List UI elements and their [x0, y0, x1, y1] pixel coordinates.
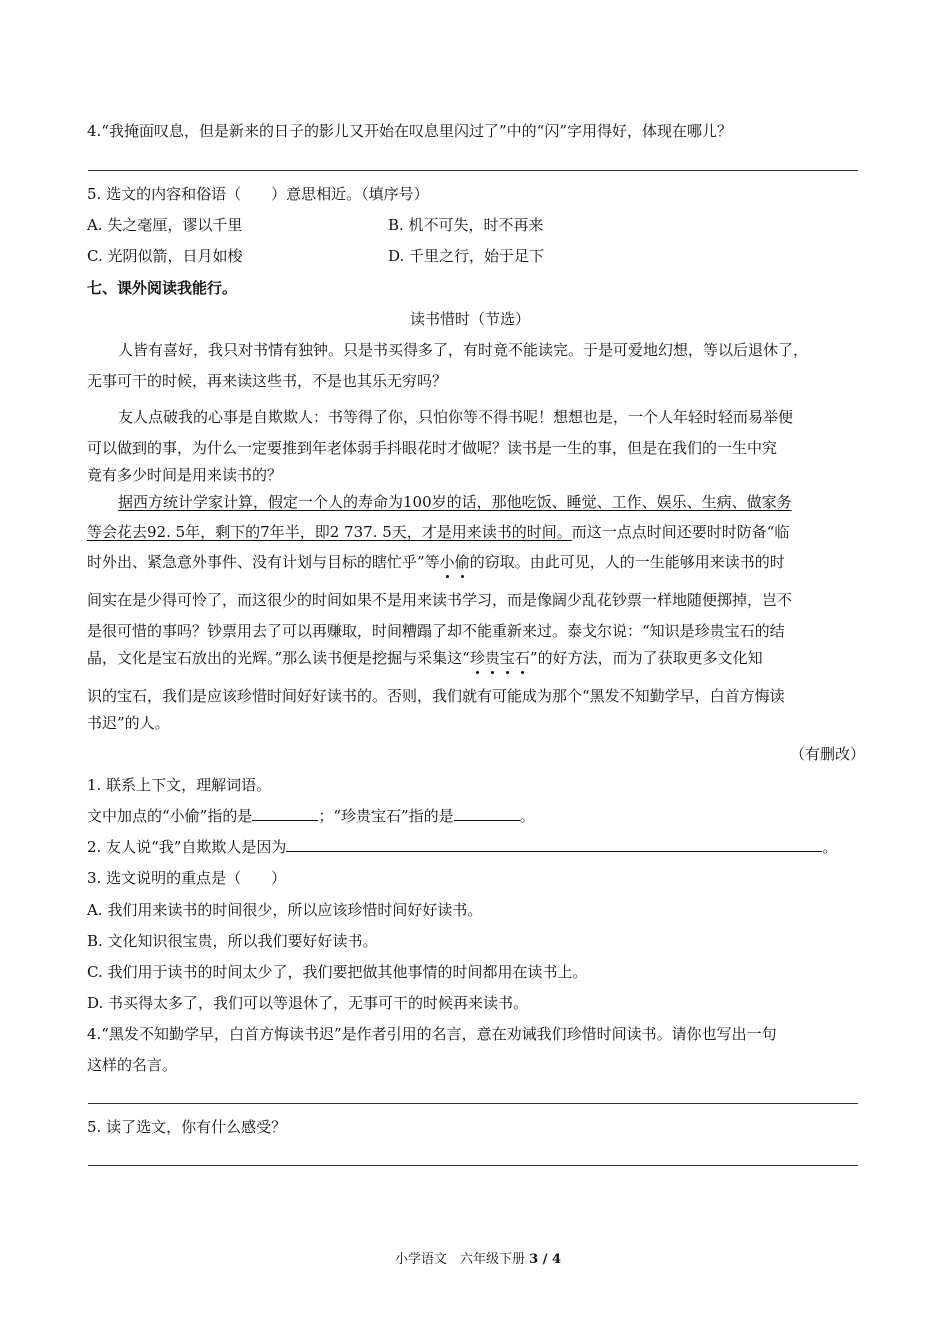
dotted-word-thief — [440, 553, 470, 571]
paragraph-3-line: 是很可惜的事吗？钞票用去了可以再赚取，时间糟蹋了却不能重新来过。泰戈尔说：“知识是珍贵宝石的结 — [87, 622, 785, 640]
text-span: 时外出、紧急意外事件、没有计划与目标的瞎忙乎”等 — [87, 553, 440, 571]
paragraph-3-line: 识的宝石，我们是应该珍惜时间好好读书的。否则，我们就有可能成为那个“黑发不知勤学早，白首方悔读 — [87, 687, 785, 705]
emphasis-char: 珍 — [469, 649, 485, 667]
paragraph-3-line — [87, 552, 785, 572]
paragraph-2-line: 可以做到的事，为什么一定要推到年老体弱手抖眼花时才做呢？读书是一生的事，但是在我们的一生中究 — [87, 439, 778, 457]
paragraph-1-line: 无事可干的时候，再来读这些书，不是也其乐无穷吗？ — [87, 372, 448, 390]
paragraph-3-line — [87, 522, 789, 542]
question-2 — [87, 837, 837, 857]
question-4: 4.“黑发不知勤学早，白首方悔读书迟”是作者引用的名言，意在劝诫我们珍惜时间读书。请你也写出一句 — [87, 1025, 777, 1043]
emphasis-char: 宝 — [499, 649, 515, 667]
answer-line[interactable] — [88, 170, 858, 171]
text-span: 。 — [519, 807, 535, 825]
dotted-word-precious-gem — [470, 649, 530, 667]
text-span: 的窃取。由此可见，人的一生能够用来读书的时 — [469, 553, 785, 571]
option-c: C. 光阴似箭，日月如梭 — [87, 247, 243, 265]
option-b: B. 机不可失，时不再来 — [388, 216, 544, 234]
blank-field[interactable] — [454, 806, 520, 821]
paragraph-2-line: 友人点破我的心事是自欺欺人：书等得了你，只怕你等不得书呢！想想也是，一个人年轻时轻而易举便 — [118, 408, 794, 426]
question-3: 3. 选文说明的重点是（ ） — [87, 869, 287, 887]
underlined-sentence: 等会花去92. 5年，剩下的7年半，即2 737. 5天，才是用来读书的时间。 — [87, 523, 572, 541]
paragraph-1-line: 人皆有喜好，我只对书情有独钟。只是书买得多了，有时竟不能读完。于是可爱地幻想，等以后退休了， — [118, 341, 809, 359]
blank-field[interactable] — [286, 837, 822, 852]
paragraph-3-line: 间实在是少得可怜了，而这很少的时间如果不是用来读书学习，而是像阔少乱花钞票一样地随便掷掉，岂不 — [87, 591, 793, 609]
underlined-sentence: 据西方统计学家计算，假定一个人的寿命为100岁的话，那他吃饭、睡觉、工作、娱乐、生病、做家务 — [118, 493, 792, 511]
emphasis-char: 小 — [439, 553, 455, 571]
emphasis-char: 石 — [514, 649, 530, 667]
paragraph-3-line — [87, 648, 763, 668]
emphasis-char: 偷 — [454, 553, 470, 571]
question-4-cont: 这样的名言。 — [87, 1056, 178, 1074]
answer-line[interactable] — [88, 1103, 858, 1104]
text-span: 而这一点点时间还要时时防备“临 — [571, 523, 790, 541]
text-span: 文中加点的“小偷”指的是 — [87, 807, 253, 825]
emphasis-char: 贵 — [484, 649, 500, 667]
footer-subject: 小学语文 六年级下册 — [395, 1252, 526, 1267]
text-span: 晶，文化是宝石放出的光辉。”那么读书便是挖掘与采集这“ — [87, 649, 470, 667]
q3-option-c: C. 我们用于读书的时间太少了，我们要把做其他事情的时间都用在读书上。 — [87, 963, 588, 981]
question-5-prev: 5. 选文的内容和俗语（ ）意思相近。（填序号） — [87, 185, 429, 203]
edit-note: （有删改） — [790, 745, 866, 763]
question-5: 5. 读了选文，你有什么感受？ — [87, 1118, 287, 1136]
blank-field[interactable] — [252, 806, 318, 821]
page-footer — [395, 1250, 561, 1270]
q3-option-b: B. 文化知识很宝贵，所以我们要好好读书。 — [87, 932, 378, 950]
answer-line[interactable] — [88, 1165, 858, 1166]
text-span: 。 — [822, 838, 838, 856]
paragraph-2-line: 竟有多少时间是用来读书的？ — [87, 466, 283, 484]
section-title: 七、课外阅读我能行。 — [87, 279, 238, 297]
text-span: ；“珍贵宝石”指的是 — [318, 807, 454, 825]
option-a: A. 失之毫厘，谬以千里 — [87, 216, 243, 234]
question-1-body — [87, 806, 535, 826]
page-number: 3 / 4 — [529, 1252, 562, 1267]
question-1-title: 1. 联系上下文，理解词语。 — [87, 776, 272, 794]
q3-option-a: A. 我们用来读书的时间很少，所以应该珍惜时间好好读书。 — [87, 901, 483, 919]
text-span: ”的好方法，而为了获取更多文化知 — [529, 649, 763, 667]
q3-option-d: D. 书买得太多了，我们可以等退休了，无事可干的时候再来读书。 — [87, 994, 529, 1012]
paragraph-3-line: 书迟”的人。 — [87, 714, 170, 732]
question-4-prev: 4.“我掩面叹息，但是新来的日子的影儿又开始在叹息里闪过了”中的“闪”字用得好，体现在哪儿？ — [87, 122, 732, 140]
article-title: 读书惜时（节选） — [410, 310, 531, 328]
option-d: D. 千里之行，始于足下 — [388, 247, 545, 265]
text-span: 2. 友人说“我”自欺欺人是因为 — [87, 838, 287, 856]
